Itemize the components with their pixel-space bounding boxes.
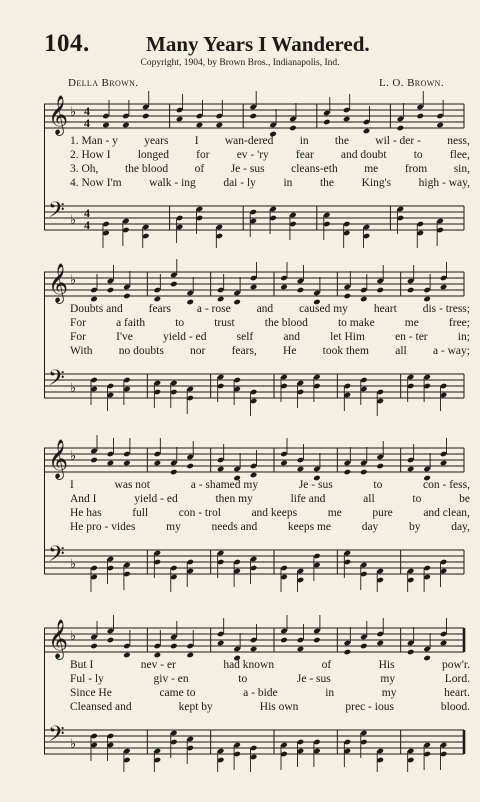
- lyric-syllable: ness,: [447, 135, 470, 147]
- note-head: [170, 643, 178, 650]
- lyrics-block: [70, 134, 470, 190]
- note-head: [176, 116, 184, 123]
- note-head: [196, 122, 204, 129]
- hymn-title: Many Years I Wandered.: [146, 32, 370, 56]
- system-bracket: [44, 272, 45, 398]
- bass-staff: [40, 542, 470, 592]
- lyricist-credit: Della Brown.: [68, 77, 139, 89]
- note-head: [376, 463, 384, 470]
- lyric-syllable: no doubts: [118, 345, 164, 357]
- lyric-line: [70, 316, 470, 330]
- note-head: [142, 113, 150, 120]
- lyric-syllable: heart: [373, 303, 397, 315]
- lyric-syllable: to: [412, 493, 422, 505]
- note-head: [249, 113, 257, 120]
- note-head: [297, 646, 305, 653]
- lyric-syllable: to: [373, 479, 383, 491]
- lyric-syllable: in: [283, 177, 293, 189]
- note-head: [440, 460, 448, 467]
- lyric-syllable: was not: [114, 479, 151, 491]
- lyric-syllable: and: [283, 331, 300, 343]
- lyric-syllable: I: [70, 479, 74, 491]
- lyric-syllable: prec - ious: [345, 701, 394, 713]
- lyric-syllable: came to: [159, 687, 196, 699]
- lyric-syllable: trust: [214, 317, 235, 329]
- lyric-line: [70, 672, 470, 686]
- lyric-syllable: fear: [295, 149, 314, 161]
- lyric-syllable: ev - 'ry: [236, 149, 269, 161]
- lyric-line: [70, 330, 470, 344]
- lyric-syllable: giv - en: [153, 673, 189, 685]
- lyric-syllable: for: [196, 149, 210, 161]
- lyric-syllable: a faith: [116, 317, 146, 329]
- lyric-syllable: 2. How I: [70, 149, 111, 161]
- lyric-line: [70, 700, 470, 714]
- treble-staff: [40, 258, 470, 308]
- lyric-syllable: 1. Man - y: [70, 135, 118, 147]
- lyric-syllable: a - way;: [432, 345, 470, 357]
- hymn-header: [0, 0, 480, 100]
- lyric-syllable: yield - ed: [134, 493, 178, 505]
- bass-staff: [40, 366, 470, 416]
- lyric-syllable: His: [378, 659, 395, 671]
- note-head: [440, 284, 448, 291]
- lyric-syllable: cleans-eth: [291, 163, 338, 175]
- lyric-syllable: me: [404, 317, 419, 329]
- treble-staff: [40, 434, 470, 484]
- lyric-syllable: self: [236, 331, 254, 343]
- lyric-syllable: nor: [190, 345, 206, 357]
- lyric-syllable: a - shamed my: [190, 479, 259, 491]
- note-head: [376, 287, 384, 294]
- system-bracket: [44, 104, 45, 230]
- lyric-syllable: sin,: [453, 163, 470, 175]
- note-head: [397, 125, 405, 132]
- key-signature-flat: ♭: [70, 449, 77, 464]
- key-signature-flat: ♭: [70, 557, 77, 572]
- note-head: [280, 460, 288, 467]
- lyric-line: [70, 492, 470, 506]
- lyric-syllable: to make: [337, 317, 375, 329]
- lyric-syllable: longed: [137, 149, 170, 161]
- time-signature-top: 4: [84, 104, 90, 118]
- lyric-line: [70, 162, 470, 176]
- note-head: [297, 466, 305, 473]
- lyric-syllable: from: [404, 163, 428, 175]
- lyric-syllable: in;: [457, 331, 470, 343]
- lyric-syllable: Ful - ly: [70, 673, 104, 685]
- lyric-syllable: His own: [259, 701, 299, 713]
- bass-clef: 𝄢: [48, 542, 65, 572]
- time-signature-bottom: 4: [84, 218, 90, 232]
- lyric-syllable: en - ter: [395, 331, 428, 343]
- lyric-syllable: day: [361, 521, 379, 533]
- key-signature-flat: ♭: [70, 629, 77, 644]
- note-head: [343, 116, 351, 123]
- lyric-syllable: wan-dered: [224, 135, 274, 147]
- lyric-syllable: Cleansed and: [70, 701, 132, 713]
- key-signature-flat: ♭: [70, 213, 77, 228]
- note-head: [107, 460, 115, 467]
- lyric-syllable: He has: [70, 507, 102, 519]
- lyric-syllable: For: [70, 317, 86, 329]
- lyric-syllable: all: [395, 345, 407, 357]
- bass-staff: [40, 722, 470, 772]
- lyric-syllable: dis - tress;: [422, 303, 470, 315]
- lyric-syllable: the blood: [264, 317, 308, 329]
- note-head: [436, 122, 444, 129]
- treble-clef: 𝄞: [48, 439, 69, 479]
- note-head: [90, 643, 98, 650]
- lyric-syllable: caused my: [299, 303, 348, 315]
- lyric-syllable: wil - der -: [375, 135, 421, 147]
- lyric-line: [70, 148, 470, 162]
- lyric-syllable: I've: [116, 331, 133, 343]
- lyric-syllable: pow'r.: [442, 659, 470, 671]
- lyric-syllable: let Him: [330, 331, 365, 343]
- copyright-notice: Copyright, 1904, by Brown Bros., Indianapolis, Ind.: [140, 58, 340, 68]
- note-head: [440, 640, 448, 647]
- bass-staff: [40, 198, 470, 248]
- note-head: [170, 469, 178, 476]
- note-head: [376, 640, 384, 647]
- lyric-syllable: yield - ed: [163, 331, 207, 343]
- lyric-syllable: and keeps: [251, 507, 298, 519]
- note-head: [122, 122, 130, 129]
- lyric-syllable: the: [334, 135, 349, 147]
- lyric-syllable: a - rose: [196, 303, 231, 315]
- note-head: [90, 457, 98, 464]
- note-head: [289, 125, 297, 132]
- lyric-syllable: then my: [215, 493, 253, 505]
- key-signature-flat: ♭: [70, 273, 77, 288]
- lyric-syllable: to: [238, 673, 248, 685]
- bass-clef: 𝄢: [48, 198, 65, 228]
- lyric-syllable: in: [299, 135, 309, 147]
- note-head: [416, 113, 424, 120]
- lyric-syllable: keeps me: [287, 521, 332, 533]
- system-bracket: [44, 448, 45, 574]
- lyric-syllable: to: [413, 149, 423, 161]
- lyric-syllable: to: [175, 317, 185, 329]
- note-head: [407, 649, 415, 656]
- lyric-syllable: blood.: [440, 701, 470, 713]
- key-signature-flat: ♭: [70, 105, 77, 120]
- lyric-syllable: Je - sus: [296, 673, 331, 685]
- lyric-syllable: fears,: [231, 345, 257, 357]
- lyric-syllable: 4. Now I'm: [70, 177, 122, 189]
- lyric-syllable: of: [194, 163, 205, 175]
- note-head: [102, 122, 110, 129]
- treble-clef: 𝄞: [48, 95, 69, 135]
- lyric-syllable: the blood: [124, 163, 169, 175]
- bass-clef: 𝄢: [48, 366, 65, 396]
- lyric-line: [70, 302, 470, 316]
- lyric-syllable: and doubt: [340, 149, 387, 161]
- lyric-syllable: nev - er: [140, 659, 176, 671]
- lyrics-block: [70, 658, 470, 714]
- lyric-line: [70, 176, 470, 190]
- note-head: [407, 466, 415, 473]
- note-head: [344, 469, 352, 476]
- lyric-syllable: high - way,: [418, 177, 470, 189]
- treble-staff: [40, 614, 470, 664]
- note-head: [186, 463, 194, 470]
- lyric-syllable: free;: [448, 317, 470, 329]
- lyric-syllable: But I: [70, 659, 94, 671]
- lyric-syllable: fears: [148, 303, 171, 315]
- time-signature-top: 4: [84, 206, 90, 220]
- lyric-syllable: con - fess,: [423, 479, 470, 491]
- lyric-syllable: For: [70, 331, 86, 343]
- note-head: [250, 646, 258, 653]
- composer-credit: L. O. Brown.: [379, 77, 444, 89]
- note-head: [313, 637, 321, 644]
- note-head: [170, 281, 178, 288]
- lyric-syllable: Since He: [70, 687, 112, 699]
- lyric-line: [70, 658, 470, 672]
- lyric-syllable: day,: [451, 521, 470, 533]
- lyric-syllable: full: [132, 507, 149, 519]
- lyric-line: [70, 686, 470, 700]
- lyric-syllable: me: [327, 507, 342, 519]
- lyric-syllable: con - trol: [178, 507, 221, 519]
- lyric-syllable: my: [380, 673, 396, 685]
- lyric-syllable: years: [144, 135, 169, 147]
- note-head: [280, 284, 288, 291]
- lyric-syllable: King's: [361, 177, 392, 189]
- hymn-number: 104.: [44, 30, 90, 57]
- note-head: [217, 466, 225, 473]
- lyric-syllable: needs and: [211, 521, 258, 533]
- system-bracket: [44, 628, 45, 754]
- lyric-syllable: had known: [223, 659, 275, 671]
- lyric-syllable: He pro - vides: [70, 521, 136, 533]
- lyric-syllable: a - bide: [243, 687, 278, 699]
- lyric-syllable: With: [70, 345, 93, 357]
- lyric-syllable: dai - ly: [223, 177, 256, 189]
- lyric-syllable: and: [256, 303, 274, 315]
- lyric-syllable: Lord.: [444, 673, 470, 685]
- note-head: [407, 287, 415, 294]
- lyric-syllable: And I: [70, 493, 97, 505]
- lyric-syllable: He: [283, 345, 297, 357]
- lyric-line: [70, 506, 470, 520]
- lyric-syllable: my: [166, 521, 181, 533]
- lyric-syllable: my: [381, 687, 397, 699]
- bass-clef: 𝄢: [48, 722, 65, 752]
- lyric-syllable: took them: [322, 345, 369, 357]
- note-head: [344, 649, 352, 656]
- time-signature-bottom: 4: [84, 116, 90, 130]
- lyric-line: [70, 344, 470, 358]
- key-signature-flat: ♭: [70, 381, 77, 396]
- lyric-syllable: heart.: [444, 687, 470, 699]
- note-head: [297, 287, 305, 294]
- note-head: [123, 293, 131, 300]
- lyric-syllable: the: [319, 177, 335, 189]
- lyric-syllable: of: [321, 659, 332, 671]
- note-head: [123, 460, 131, 467]
- note-head: [107, 637, 115, 644]
- lyric-syllable: be: [459, 493, 470, 505]
- note-head: [154, 460, 162, 467]
- lyric-line: [70, 520, 470, 534]
- note-head: [280, 637, 288, 644]
- lyric-syllable: pure: [372, 507, 393, 519]
- lyric-syllable: kept by: [178, 701, 213, 713]
- note-head: [360, 469, 368, 476]
- note-head: [323, 119, 331, 126]
- note-head: [250, 284, 258, 291]
- lyric-syllable: me: [364, 163, 379, 175]
- lyric-syllable: and clean,: [423, 507, 470, 519]
- treble-clef: 𝄞: [48, 619, 69, 659]
- lyric-syllable: by: [409, 521, 421, 533]
- lyric-syllable: all: [363, 493, 375, 505]
- lyrics-block: [70, 302, 470, 358]
- note-head: [344, 293, 352, 300]
- lyric-line: [70, 134, 470, 148]
- treble-staff: [40, 90, 470, 140]
- note-head: [107, 287, 115, 294]
- lyric-syllable: 3. Oh,: [70, 163, 99, 175]
- lyric-line: [70, 478, 470, 492]
- treble-clef: 𝄞: [48, 263, 69, 303]
- lyric-syllable: Je - sus: [230, 163, 265, 175]
- lyric-syllable: in: [325, 687, 335, 699]
- note-head: [217, 640, 225, 647]
- note-head: [360, 643, 368, 650]
- lyric-syllable: I: [194, 135, 199, 147]
- lyric-syllable: walk - ing: [149, 177, 196, 189]
- lyric-syllable: Doubts and: [70, 303, 123, 315]
- key-signature-flat: ♭: [70, 737, 77, 752]
- lyric-syllable: Je - sus: [298, 479, 333, 491]
- lyric-syllable: flee,: [449, 149, 470, 161]
- note-head: [216, 122, 224, 129]
- lyrics-block: [70, 478, 470, 534]
- lyric-syllable: life and: [290, 493, 326, 505]
